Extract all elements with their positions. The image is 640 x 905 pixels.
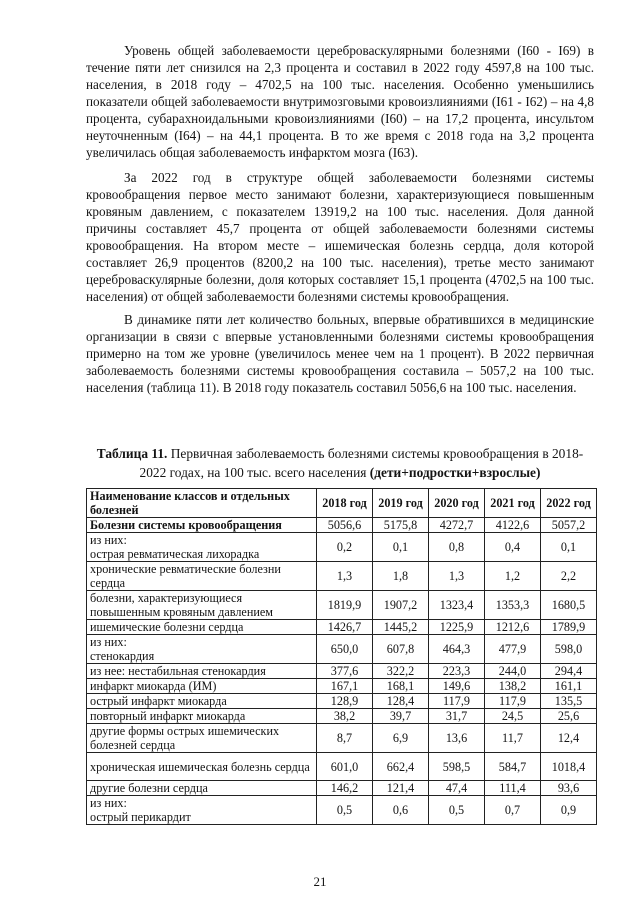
row-label: повторный инфаркт миокарда — [87, 709, 317, 724]
row-value: 93,6 — [541, 781, 597, 796]
row-value: 1353,3 — [485, 591, 541, 620]
table-body — [87, 518, 597, 825]
row-value: 1,3 — [317, 562, 373, 591]
row-label: болезни, характеризующиеся повышенным кровяным давлением — [87, 591, 317, 620]
row-label: острый инфаркт миокарда — [87, 694, 317, 709]
table-caption — [86, 444, 594, 482]
table-caption-bold-tail: (дети+подростки+взрослые) — [369, 465, 541, 480]
row-value: 5175,8 — [373, 518, 429, 533]
table-row — [87, 620, 597, 635]
row-value: 0,1 — [373, 533, 429, 562]
row-value: 377,6 — [317, 664, 373, 679]
row-value: 111,4 — [485, 781, 541, 796]
row-value: 294,4 — [541, 664, 597, 679]
row-value: 5056,6 — [317, 518, 373, 533]
row-value: 1,2 — [485, 562, 541, 591]
row-value: 117,9 — [485, 694, 541, 709]
row-label: из них: острая ревматическая лихорадка — [87, 533, 317, 562]
row-value: 322,2 — [373, 664, 429, 679]
row-value: 1445,2 — [373, 620, 429, 635]
paragraph-1: Уровень общей заболеваемости цереброваскулярными болезнями (I60 - I69) в течение пяти лет снизился на 2,3 процента и составил в 2022 году 4597,8 на 100 тыс. населения, в 2018 году – 4702,5 на 100 тыс. населения. Особенно уменьшились показатели общей заболеваемости внутримозговыми кровоизлияниями (I61 - I62) – на 4,8 процента, субарахноидальными кровоизлияниями (I60) – на 17,2 процента, инсультом неуточненным (I64) – на 44,1 процента. В то же время с 2018 года на 3,2 процента увеличилась общая заболеваемость инфарктом мозга (I63). — [86, 43, 594, 160]
row-value: 128,4 — [373, 694, 429, 709]
table-caption-text: Первичная заболеваемость болезнями системы кровообращения в 2018-2022 годах, на 100 тыс. всего населения — [139, 446, 584, 480]
body-text — [86, 42, 594, 396]
table-row — [87, 533, 597, 562]
row-value: 38,2 — [317, 709, 373, 724]
row-label: из них: стенокардия — [87, 635, 317, 664]
row-label: ишемические болезни сердца — [87, 620, 317, 635]
row-value: 167,1 — [317, 679, 373, 694]
row-value: 223,3 — [429, 664, 485, 679]
row-value: 1426,7 — [317, 620, 373, 635]
row-value: 168,1 — [373, 679, 429, 694]
row-value: 0,1 — [541, 533, 597, 562]
row-label: хроническая ишемическая болезнь сердца — [87, 753, 317, 781]
row-label: из них: острый перикардит — [87, 796, 317, 825]
row-value: 0,8 — [429, 533, 485, 562]
row-value: 135,5 — [541, 694, 597, 709]
row-value: 0,2 — [317, 533, 373, 562]
table-header-row — [87, 489, 597, 518]
row-value: 47,4 — [429, 781, 485, 796]
row-value: 1323,4 — [429, 591, 485, 620]
row-value: 598,5 — [429, 753, 485, 781]
row-label: инфаркт миокарда (ИМ) — [87, 679, 317, 694]
table-row — [87, 591, 597, 620]
row-value: 598,0 — [541, 635, 597, 664]
page-number: 21 — [313, 874, 327, 889]
row-value: 607,8 — [373, 635, 429, 664]
row-value: 4272,7 — [429, 518, 485, 533]
row-value: 464,3 — [429, 635, 485, 664]
row-value: 477,9 — [485, 635, 541, 664]
row-label: из нее: нестабильная стенокардия — [87, 664, 317, 679]
header-2020: 2020 год — [429, 489, 485, 518]
row-value: 1680,5 — [541, 591, 597, 620]
row-label: другие болезни сердца — [87, 781, 317, 796]
table-row — [87, 709, 597, 724]
row-value: 31,7 — [429, 709, 485, 724]
row-value: 13,6 — [429, 724, 485, 753]
row-value: 0,6 — [373, 796, 429, 825]
row-value: 149,6 — [429, 679, 485, 694]
row-value: 1212,6 — [485, 620, 541, 635]
table-caption-lead: Таблица 11. — [96, 446, 168, 461]
row-value: 161,1 — [541, 679, 597, 694]
row-value: 128,9 — [317, 694, 373, 709]
row-label: хронические ревматические болезни сердца — [87, 562, 317, 591]
row-value: 662,4 — [373, 753, 429, 781]
row-value: 0,5 — [317, 796, 373, 825]
table-row — [87, 664, 597, 679]
table-row — [87, 679, 597, 694]
paragraph-3: В динамике пяти лет количество больных, впервые обратившихся в медицинские организации в связи с впервые установленными болезнями системы кровообращения примерно на том же уровне (увеличилось менее чем на 1 процент). В 2022 первичная заболеваемость болезнями системы кровообращения составила – 5057,2 на 100 тыс. населения (таблица 11). В 2018 году показатель составил 5056,6 на 100 тыс. населения. — [86, 312, 594, 395]
table-row — [87, 796, 597, 825]
row-value: 0,7 — [485, 796, 541, 825]
row-value: 25,6 — [541, 709, 597, 724]
row-value: 138,2 — [485, 679, 541, 694]
row-value: 117,9 — [429, 694, 485, 709]
row-value: 584,7 — [485, 753, 541, 781]
table-row — [87, 781, 597, 796]
table-row — [87, 518, 597, 533]
table-row — [87, 562, 597, 591]
row-value: 1,8 — [373, 562, 429, 591]
row-value: 1819,9 — [317, 591, 373, 620]
morbidity-table — [86, 488, 597, 825]
row-value: 24,5 — [485, 709, 541, 724]
header-2019: 2019 год — [373, 489, 429, 518]
row-value: 1018,4 — [541, 753, 597, 781]
row-value: 650,0 — [317, 635, 373, 664]
row-label: Болезни системы кровообращения — [87, 518, 317, 533]
header-disease-name: Наименование классов и отдельных болезней — [87, 489, 317, 518]
table-row — [87, 694, 597, 709]
row-value: 6,9 — [373, 724, 429, 753]
row-value: 1225,9 — [429, 620, 485, 635]
paragraph-2: За 2022 год в структуре общей заболеваемости болезнями системы кровообращения первое место занимают болезни, характеризующиеся повышенным кровяным давлением, с показателем 13919,2 на 100 тыс. населения. Доля данной причины составляет 45,7 процента от общей заболеваемости болезнями системы кровообращения. На втором месте – ишемическая болезнь сердца, доля которой составляет 26,9 процентов (8200,2 на 100 тыс. населения), третье место занимают цереброваскулярные болезни, доля которых составляет 15,1 процента (4702,5 на 100 тыс. населения) от общей заболеваемости болезнями системы кровообращения. — [86, 170, 594, 304]
row-value: 39,7 — [373, 709, 429, 724]
row-label: другие формы острых ишемических болезней сердца — [87, 724, 317, 753]
row-value: 4122,6 — [485, 518, 541, 533]
row-value: 121,4 — [373, 781, 429, 796]
row-value: 5057,2 — [541, 518, 597, 533]
header-2018: 2018 год — [317, 489, 373, 518]
row-value: 8,7 — [317, 724, 373, 753]
row-value: 1907,2 — [373, 591, 429, 620]
header-2021: 2021 год — [485, 489, 541, 518]
row-value: 601,0 — [317, 753, 373, 781]
row-value: 0,9 — [541, 796, 597, 825]
table-row — [87, 753, 597, 781]
table-row — [87, 635, 597, 664]
table-row — [87, 724, 597, 753]
row-value: 1,3 — [429, 562, 485, 591]
row-value: 0,5 — [429, 796, 485, 825]
header-2022: 2022 год — [541, 489, 597, 518]
row-value: 2,2 — [541, 562, 597, 591]
row-value: 12,4 — [541, 724, 597, 753]
row-value: 146,2 — [317, 781, 373, 796]
row-value: 0,4 — [485, 533, 541, 562]
row-value: 1789,9 — [541, 620, 597, 635]
row-value: 244,0 — [485, 664, 541, 679]
row-value: 11,7 — [485, 724, 541, 753]
